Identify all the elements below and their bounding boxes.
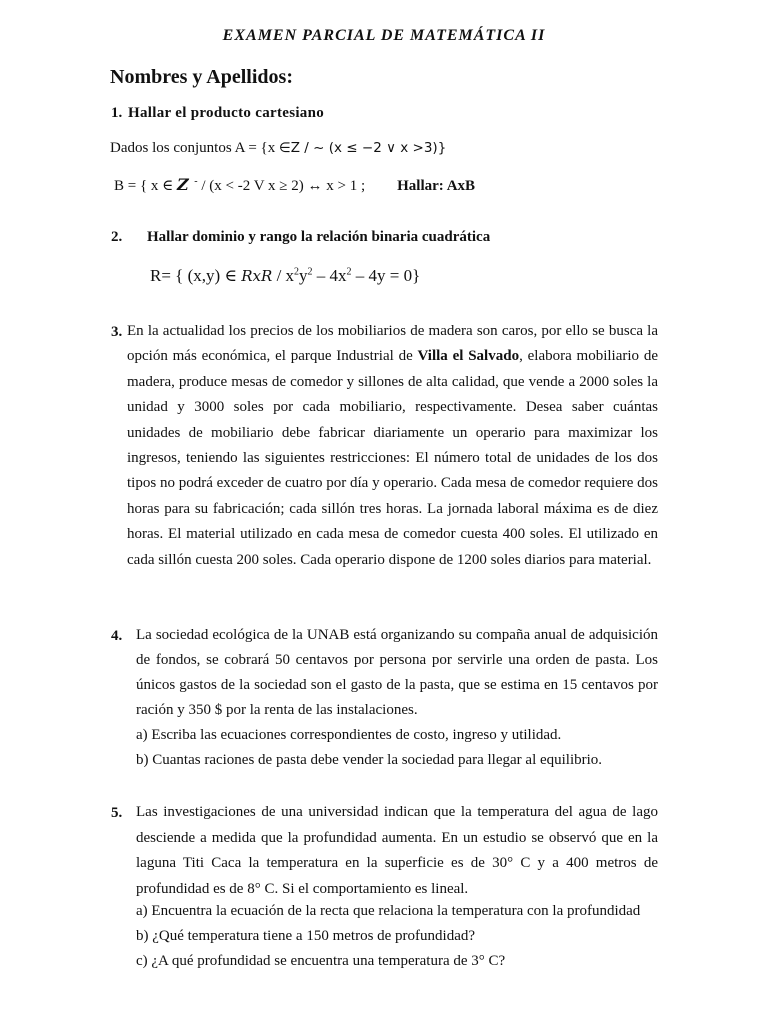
q2-number: 2. [111,229,123,245]
q1-set-b-pre: B = { x ∈ [114,178,178,194]
q4-text: La sociedad ecológica de la UNAB está organizando su compaña anual de adquisición de fondos, se cobrará 50 centavos por persona por servirle una orden de pasta. Los únicos gastos de la sociedad son el gasto de la pasta, que se estima en 15 centavos por ración y 350 $ por la renta de las instalaciones. [136,627,658,718]
q2-rel-sup1: 2 [294,266,300,278]
q5-number: 5. [111,805,123,821]
q5-sub-b: b) ¿Qué temperatura tiene a 150 metros de profundidad? [136,928,476,944]
q3-text-b: , elabora mobiliario de madera, produce mesas de comedor y sillones de alta calidad, que vende a 2000 soles la unidad y 3000 soles por cada mobiliario, respectivamente. Desea saber cuántas unidades de mobiliario debe fabricar diariamente un operario para maximizar los ingresos, teniendo las siguientes restricciones: El número total de unidades de los dos tipos no podrá exceder de cuatro por día y operario. Cada mesa de comedor requiere dos horas para su fabricación; cada sillón tres horas. La jornada laboral máxima es de diez horas. El material utilizado en cada mesa de comedor cuesta 400 soles. El utilizado en cada sillón cuesta 200 soles. Cada operario dispone de 1200 soles diarios para material. [127,348,658,568]
page-title: EXAMEN PARCIAL DE MATEMÁTICA II [222,27,546,44]
q2-heading: Hallar dominio y rango la relación binaria cuadrática [147,229,491,245]
q1-heading: Hallar el producto cartesiano [128,105,325,121]
q1-set-a-math: ∈Z / ~ (x ≤ −2 ∨ x >3)} [279,140,447,156]
q2-rel-sup3: 2 [346,266,352,278]
q5-sub-c: c) ¿A qué profundidad se encuentra una temperatura de 3° C? [136,953,506,969]
q5-text: Las investigaciones de una universidad indican que la temperatura del agua de lago desciende a medida que la profundidad aumenta. En un estudio se observó que en la laguna Titi Caca la temperatura en la superficie es de 30° C y a 400 metros de profundidad es de 8° C. Si el comportamiento es lineal. [136,804,658,897]
q2-rel-set: RxR [241,267,273,285]
q1-set-b-minus: - [194,176,198,187]
q4-sub-b: b) Cuantas raciones de pasta debe vender la sociedad para llegar al equilibrio. [136,752,603,768]
q2-rel-sup2: 2 [307,266,313,278]
q2-rel-b: y [299,266,308,285]
q1-set-b [114,175,475,195]
q2-rel-c: – 4x [312,266,347,285]
q1-set-a [110,140,446,157]
q1-number: 1. [111,105,123,121]
q1-hallar: Hallar: AxB [397,178,476,194]
q3-text [127,319,658,573]
q4-sub-a: a) Escriba las ecuaciones correspondientes de costo, ingreso y utilidad. [136,727,562,743]
q2-rel-a: / x [272,266,295,285]
q1-set-a-text: Dados los conjuntos A = {x [110,140,279,156]
q5-sub-a: a) Encuentra la ecuación de la recta que relaciona la temperatura con la profundidad [136,903,641,919]
q1-set-b-z: Z [177,175,195,194]
q3-text-a: En la actualidad los precios de los mobiliarios de madera son caros, por ello se busca la opción más económica, el parque Industrial de [127,323,658,365]
q2-rel-d: – 4y = 0} [351,266,421,285]
q3-text-bold: Villa el Salvado [417,348,520,365]
q2-relation [150,266,420,286]
q1-set-b-post: / (x < -2 V x ≥ 2) ↔ x > 1 ; [197,178,366,194]
q3-number: 3. [111,324,123,340]
name-label: Nombres y Apellidos: [110,66,293,88]
q4-number: 4. [111,628,123,644]
q2-rel-pre: R= { (x,y) ∈ [150,266,242,285]
